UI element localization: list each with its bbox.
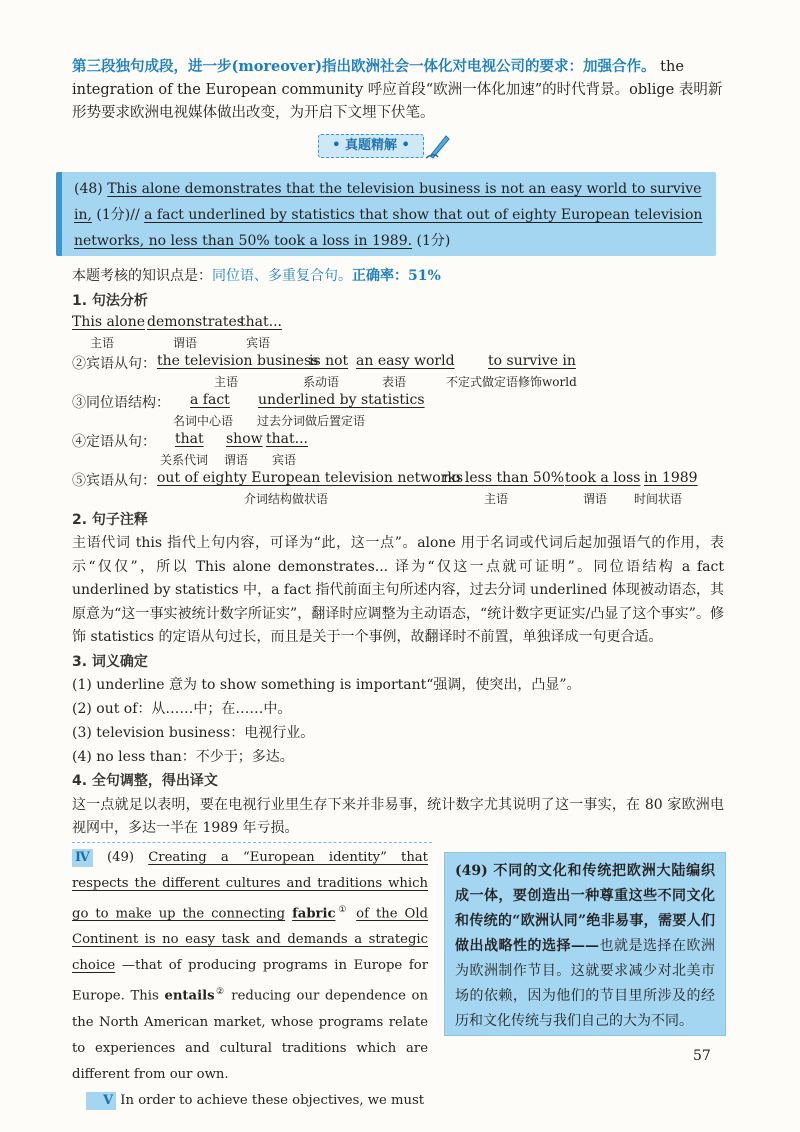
section-4-title: 4. 全句调整，得出译文 bbox=[72, 773, 218, 789]
row3-head-noun: a fact bbox=[190, 392, 230, 408]
banner-label: • 真题精解 • bbox=[318, 134, 424, 158]
paragraph-marker-4: Ⅳ bbox=[72, 849, 93, 867]
section-3-title: 3. 词义确定 bbox=[72, 654, 148, 670]
passage-number: (49) bbox=[106, 850, 135, 865]
pen-icon bbox=[424, 130, 454, 160]
answer-score1: (1分)// bbox=[96, 207, 140, 223]
word-entails: entails bbox=[164, 988, 215, 1004]
row2-predicative-label: 表语 bbox=[382, 375, 407, 389]
footnote-2: ② bbox=[214, 987, 226, 998]
passage-paragraph bbox=[72, 845, 428, 1114]
section-divider bbox=[72, 842, 432, 843]
section-1-title: 1. 句法分析 bbox=[72, 293, 148, 309]
row1-subject: This alone bbox=[72, 314, 146, 330]
row5-time: in 1989 bbox=[644, 470, 698, 486]
vocab-item-1: (1) underline 意为 to show something is important“强调，使突出，凸显”。 bbox=[72, 677, 581, 693]
intro-paragraph bbox=[72, 55, 724, 125]
row1-object: that... bbox=[240, 314, 282, 330]
row5-label: ⑤宾语从句： bbox=[72, 473, 156, 489]
row2-subject-label: 主语 bbox=[214, 375, 239, 389]
section-2-title: 2. 句子注释 bbox=[72, 512, 148, 528]
row5-prep-phrase: out of eighty European television networks bbox=[157, 470, 464, 486]
answer-box bbox=[56, 172, 716, 256]
row2-verb-label: 系动语 bbox=[303, 375, 340, 389]
row5-time-label: 时间状语 bbox=[634, 492, 683, 506]
row4-object: that... bbox=[266, 431, 308, 447]
row1-verb: demonstrates bbox=[147, 314, 244, 330]
points-accuracy: 正确率：51% bbox=[352, 268, 441, 284]
row2-subject: the television business bbox=[157, 353, 319, 369]
row3-head-noun-label: 名词中心语 bbox=[173, 414, 234, 428]
row4-verb-label: 谓语 bbox=[224, 453, 249, 467]
row2-verb: is not bbox=[309, 353, 349, 369]
answer-number: (48) bbox=[74, 181, 103, 197]
intro-rest: the integration of the European community 呼应首段“欧洲一体化加速”的时代背景。oblige 表明新形势要求欧洲电视媒体做出改变，为开启下文埋下伏笔。 bbox=[72, 59, 723, 121]
answer-score2: (1分) bbox=[416, 233, 451, 249]
translation-rest: 也就是选择在欧洲为欧洲制作节目。这就要求减少对北美市场的依赖，因为他们的节目里所涉及的经历和文化传统与我们自己的大为不同。 bbox=[455, 938, 715, 1029]
section-banner bbox=[318, 132, 468, 158]
knowledge-points bbox=[72, 266, 441, 286]
translation-box bbox=[444, 852, 726, 1036]
vocab-item-3: (3) television business：电视行业。 bbox=[72, 725, 315, 741]
row2-label: ②宾语从句： bbox=[72, 356, 156, 372]
row3-participle-label: 过去分词做后置定语 bbox=[257, 414, 366, 428]
row4-verb: show bbox=[226, 431, 263, 447]
row4-object-label: 宾语 bbox=[272, 453, 297, 467]
passage-rest-2: reducing our dependence on the North American market, whose programs relate to experiences and cultural traditions which are different from our own. bbox=[72, 988, 428, 1082]
vocab-item-2: (2) out of：从……中；在……中。 bbox=[72, 701, 292, 717]
row4-relative: that bbox=[175, 431, 204, 447]
intro-highlight: 第三段独句成段，进一步(moreover)指出欧洲社会一体化对电视公司的要求：加强合作。 bbox=[72, 58, 656, 75]
row4-relative-label: 关系代词 bbox=[160, 453, 209, 467]
row5-verb: took a loss bbox=[565, 470, 641, 486]
row3-participle: underlined by statistics bbox=[258, 392, 425, 408]
row2-infinitive-label: 不定式做定语修饰world bbox=[446, 375, 577, 389]
section-2-text: 主语代词 this 指代上句内容，可译为“此，这一点”。alone 用于名词或代词后起加强语气的作用，表示“仅仅”，所以 This alone demonstrates... 译为“仅这一点就可证明”。同位语结构 a fact underlined by statistics 中，a fact 指代前面主句所述内容，过去分词 underlined 体现被动语态，其原意为“这一事实被统计数字所证实”，翻译时应调整为主动语态，“统计数字更证实/凸显了这个事实”。修饰 statistics 的定语从句过长，而且是关于一个事例，故翻译时不前置，单独译成一句更合适。 bbox=[72, 535, 724, 645]
footnote-1: ① bbox=[335, 905, 350, 915]
passage-p5-text: In order to achieve these objectives, we must bbox=[120, 1092, 425, 1108]
vocab-item-4: (4) no less than：不少于；多达。 bbox=[72, 749, 294, 765]
passage-rest-1: —that of producing programs in Europe for Europe. This bbox=[72, 958, 428, 1004]
row3-label: ③同位语结构： bbox=[72, 395, 170, 411]
paragraph-marker-5: Ⅴ bbox=[86, 1092, 116, 1110]
passage-underlined-1: Creating a “European identity” that respects the different cultures and traditions which go to make up the connecting bbox=[72, 850, 428, 922]
row2-infinitive: to survive in bbox=[488, 353, 576, 369]
passage-paragraph-5 bbox=[72, 1088, 428, 1114]
row1-verb-label: 谓语 bbox=[173, 336, 198, 350]
points-prefix: 本题考核的知识点是： bbox=[72, 268, 212, 284]
row5-verb-label: 谓语 bbox=[583, 492, 608, 506]
section-4-text: 这一点就足以表明，要在电视行业里生存下来并非易事，统计数字尤其说明了这一事实，在 80 家欧洲电视网中，多达一半在 1989 年亏损。 bbox=[72, 797, 724, 836]
row1-object-label: 宾语 bbox=[246, 336, 271, 350]
page-number: 57 bbox=[693, 1048, 711, 1064]
row2-predicative: an easy world bbox=[356, 353, 455, 369]
passage-underlined-2: of the Old Continent is no easy task and demands a strategic choice bbox=[72, 906, 429, 974]
row5-subject: no less than 50% bbox=[443, 470, 565, 486]
answer-part1: This alone demonstrates that the television business is not an easy world to survive in, bbox=[74, 181, 702, 223]
row5-subject-label: 主语 bbox=[484, 492, 509, 506]
points-topics: 同位语、多重复合句。 bbox=[212, 268, 352, 284]
row4-label: ④定语从句： bbox=[72, 434, 156, 450]
row5-prep-phrase-label: 介词结构做状语 bbox=[244, 492, 329, 506]
translation-bold: (49) 不同的文化和传统把欧洲大陆编织成一体，要创造出一种尊重这些不同文化和传统的“欧洲认同”绝非易事，需要人们做出战略性的选择—— bbox=[455, 863, 715, 954]
word-fabric: fabric bbox=[292, 906, 336, 922]
answer-part2: a fact underlined by statistics that show that out of eighty European television networks, no less than 50% took a loss in 1989. bbox=[74, 207, 703, 249]
row1-subject-label: 主语 bbox=[90, 336, 115, 350]
